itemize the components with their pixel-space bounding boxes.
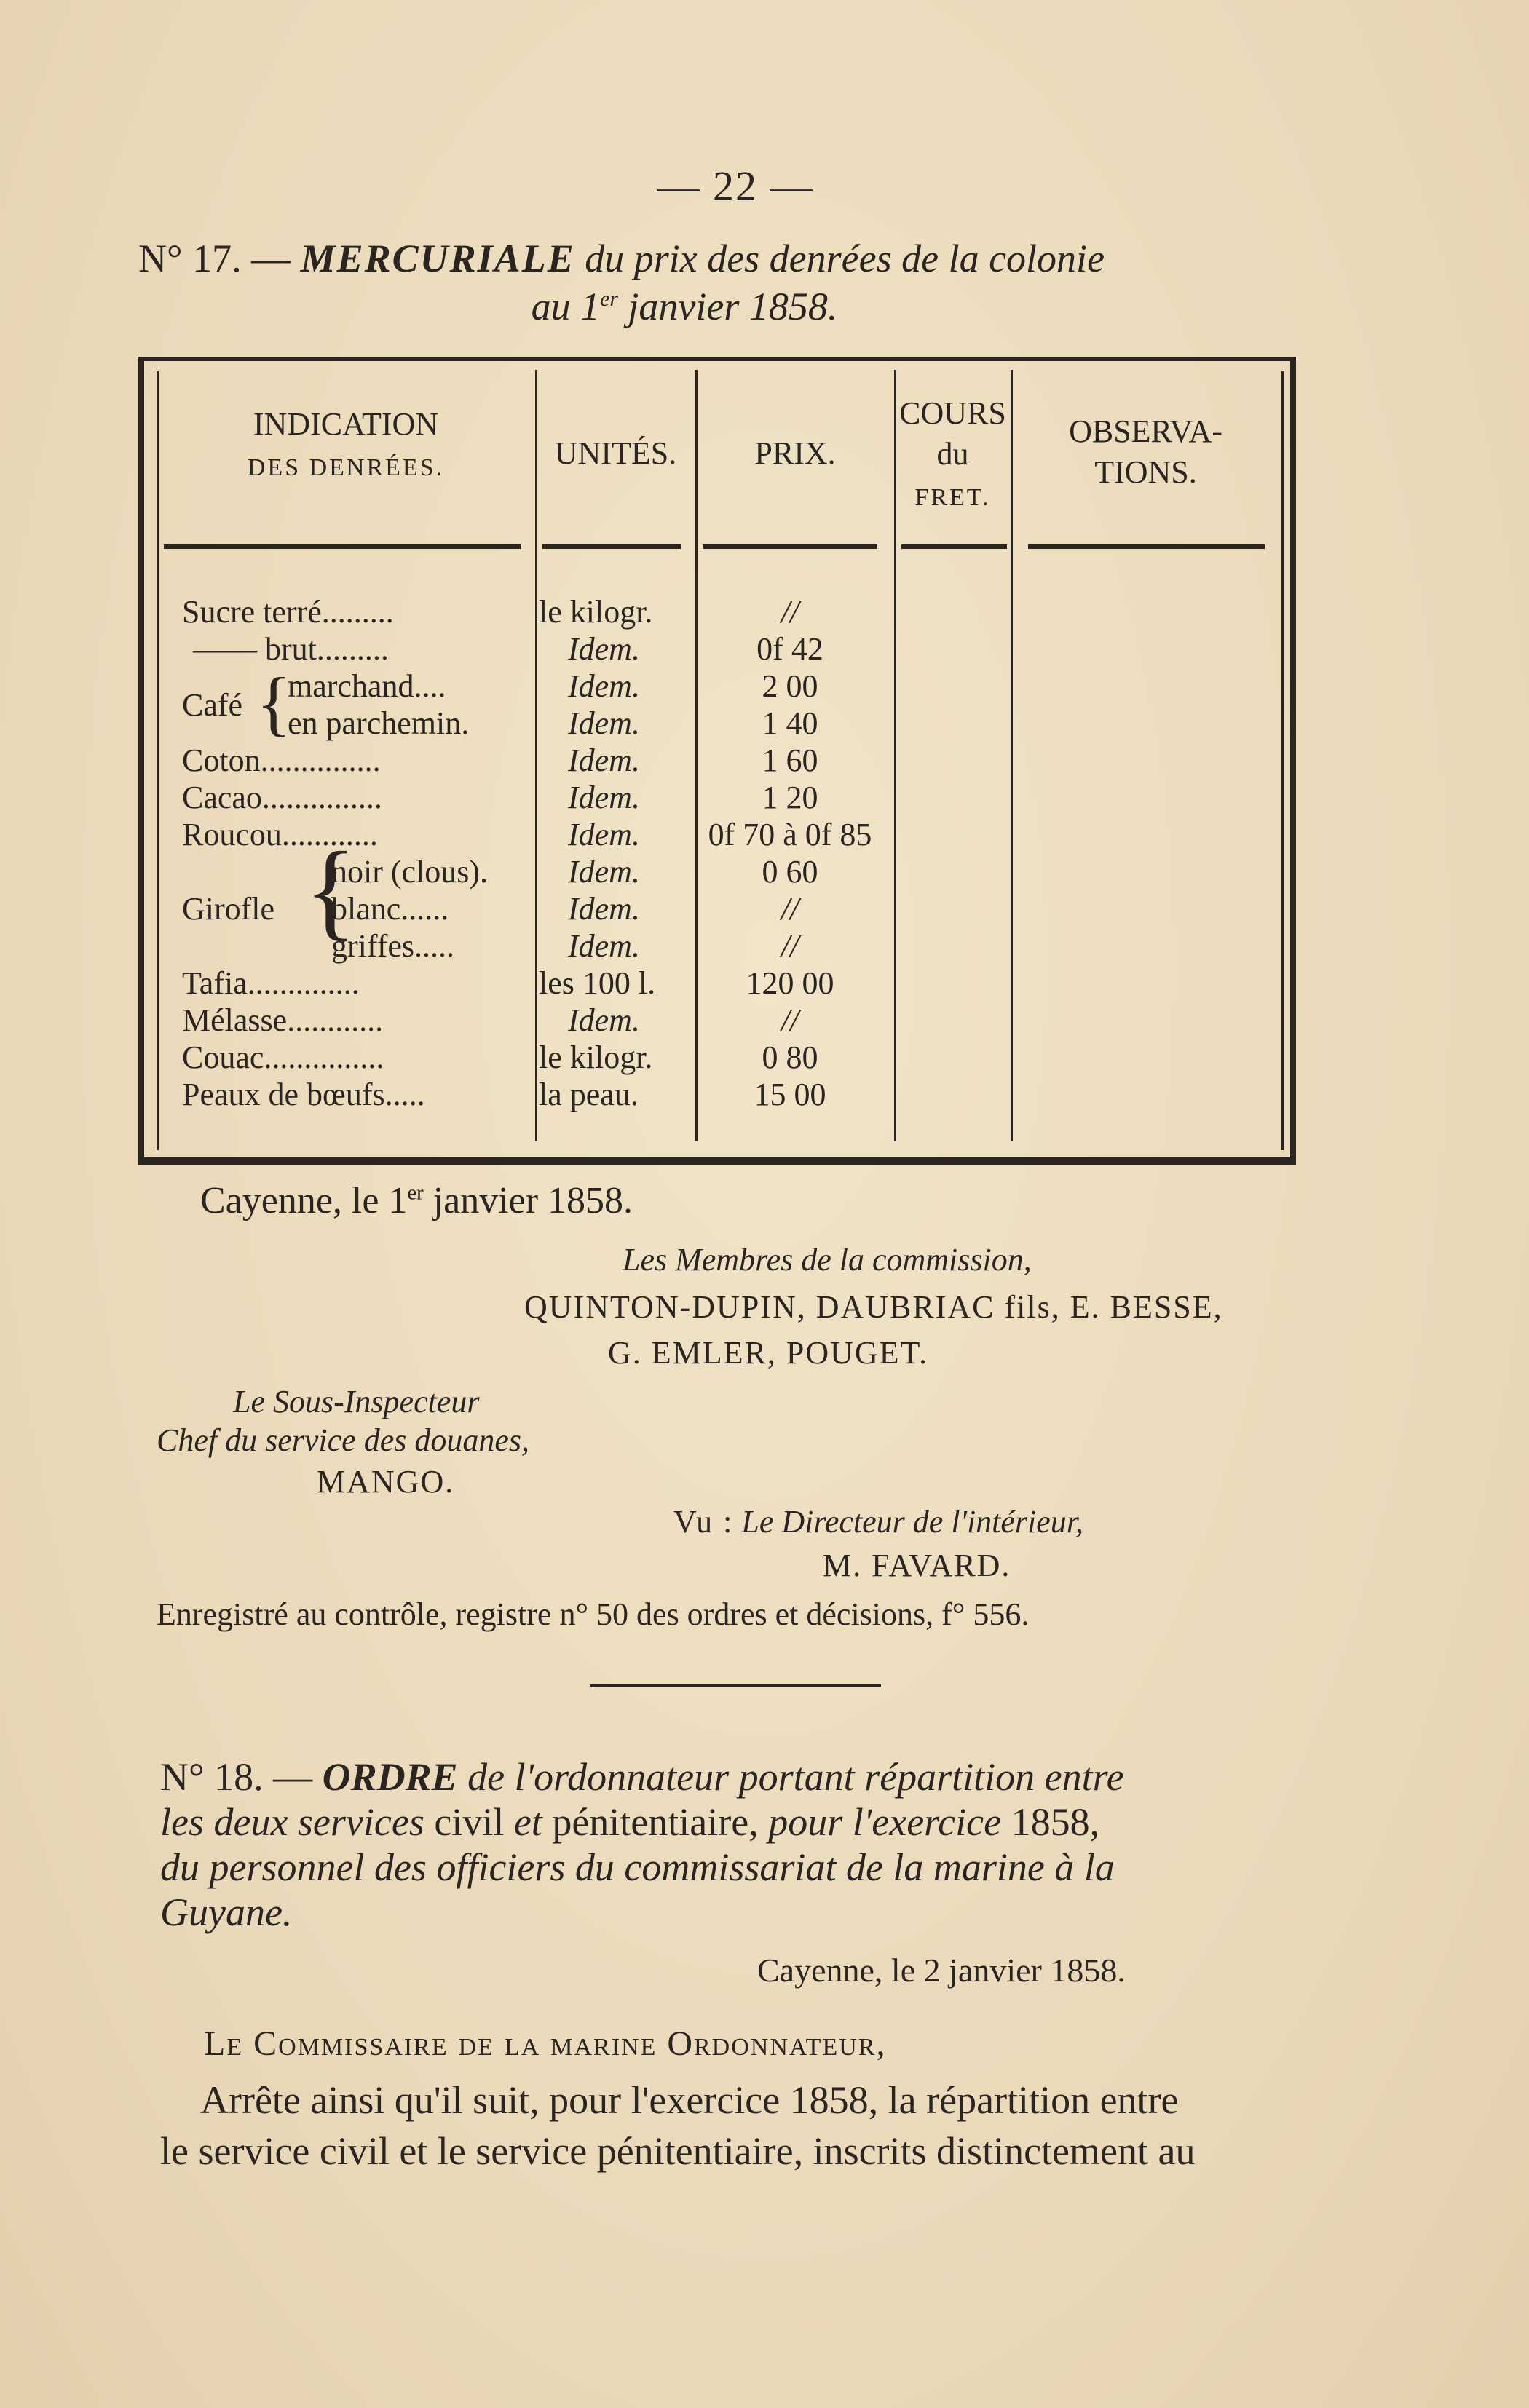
title-rest: du prix des denrées de la colonie [585,237,1105,280]
sous-inspecteur-2: Chef du service des douanes, [157,1422,529,1458]
row-name: Peaux de bœufs..... [182,1077,425,1112]
header-cours-3: FRET. [914,484,991,511]
header-indication-2: DES DENRÉES. [247,454,445,481]
row-name: Mélasse............ [182,1002,384,1038]
row-unit: le kilogr. [539,1039,653,1075]
order18-line3: du personnel des officiers du commissariat de la marine à la [160,1845,1115,1889]
row-name: griffes..... [331,928,455,964]
header-indication [167,404,524,488]
row-name: Coton............... [182,742,381,778]
row-prix: 1 60 [762,742,818,778]
row-name: Roucou............ [182,817,378,852]
order18-l2a: les deux services [160,1800,424,1844]
order18-line2 [160,1799,1325,1845]
section-17-title [138,234,1318,330]
title-date-sup: er [600,288,618,311]
row-name: Tafia.............. [182,965,360,1001]
header-obs-1: OBSERVA- [1069,413,1222,449]
sous-inspecteur-1: Le Sous-Inspecteur [233,1384,480,1419]
row-unit: les 100 l. [539,965,656,1001]
title-date-b: janvier 1858. [617,285,838,328]
vu-line [673,1503,1083,1540]
row-unit: Idem. [568,891,640,927]
sous-inspecteur-name: MANGO. [317,1464,455,1500]
header-rule [1028,544,1265,549]
row-prix: 0 60 [762,854,818,890]
members-names-2: G. EMLER, POUGET. [608,1335,929,1371]
row-prix: // [781,928,799,964]
order18-date: Cayenne, le 2 janvier 1858. [757,1952,1126,1989]
row-prix: 15 00 [754,1077,826,1112]
row-unit: Idem. [568,854,640,890]
row-prix: // [781,594,799,630]
row-unit: Idem. [568,928,640,964]
row-name: —— brut......... [193,631,389,667]
row-unit: Idem. [568,817,640,852]
row-name: Sucre terré......... [182,594,394,630]
title-keyword: MERCURIALE [300,237,575,280]
header-cours [896,393,1009,518]
row-prix: 0f 70 à 0f 85 [708,817,872,852]
row-name: Cacao............... [182,780,382,815]
enregistre-line: Enregistré au contrôle, registre n° 50 des ordres et décisions, f° 556. [157,1596,1030,1632]
section-18-title [160,1754,1325,1935]
header-obs-2: TIONS. [1094,454,1197,490]
vu-label: Vu : [673,1504,734,1540]
row-prix: 1 20 [762,780,818,815]
title-date-a: au 1 [531,285,601,328]
row-unit: Idem. [568,668,640,704]
order18-l2b: civil [434,1800,505,1844]
header-observations [1013,411,1279,493]
row-name: en parchemin. [288,705,470,741]
order18-number: N° 18. [160,1755,264,1799]
brace-icon: { [304,830,357,951]
order18-line4: Guyane. [160,1890,293,1934]
header-cours-1: COURS [899,395,1006,431]
row-prix: 2 00 [762,668,818,704]
order18-l2d: pénitentiaire, [552,1800,759,1844]
order18-dash: — [273,1755,313,1799]
place-date-sup: er [407,1181,424,1205]
order18-keyword: ORDRE [322,1755,458,1799]
row-name: blanc...... [331,891,449,927]
row-unit: Idem. [568,631,640,667]
header-cours-2: du [936,436,969,472]
row-prix: // [781,891,799,927]
members-names-1: QUINTON-DUPIN, DAUBRIAC fils, E. BESSE, [524,1289,1223,1325]
girofle-label: Girofle [182,891,275,927]
header-rule [164,544,521,549]
section-number: N° 17. [138,237,242,280]
table-body [0,593,1529,1139]
place-date-b: janvier 1858. [423,1180,633,1221]
header-rule [703,544,877,549]
row-prix: 0 80 [762,1039,818,1075]
brace-icon: { [256,662,291,743]
row-unit: Idem. [568,705,640,741]
row-prix: 1 40 [762,705,818,741]
members-label: Les Membres de la commission, [623,1242,1032,1278]
row-name: Couac............... [182,1039,384,1075]
title-dash: — [251,237,291,280]
row-unit: Idem. [568,742,640,778]
title-date-line [138,282,1318,330]
order18-l2e: pour l'exercice [768,1800,1002,1844]
director-name: M. FAVARD. [823,1548,1011,1583]
row-unit: la peau. [539,1077,639,1112]
row-unit: le kilogr. [539,594,653,630]
cafe-label: Café [182,687,243,723]
order18-body-2: le service civil et le service pénitentiaire, inscrits distinctement au [160,2129,1196,2173]
page-number: — 22 — [657,162,814,210]
vu-director: Le Directeur de l'intérieur, [741,1504,1084,1540]
order18-line1 [160,1754,1325,1799]
order18-line1-text: de l'ordonnateur portant répartition entre [467,1755,1124,1799]
row-unit: Idem. [568,1002,640,1038]
header-rule [901,544,1007,549]
header-unites: UNITÉS. [554,435,677,471]
header-prix: PRIX. [754,435,836,471]
order18-l2f: 1858, [1011,1800,1100,1844]
header-rule [542,544,681,549]
row-unit: Idem. [568,780,640,815]
row-prix: 120 00 [746,965,834,1001]
place-date [200,1179,633,1222]
row-prix: 0f 42 [756,631,823,667]
header-indication-1: INDICATION [253,406,439,442]
row-prix: // [781,1002,799,1038]
place-date-a: Cayenne, le 1 [200,1180,408,1221]
row-name: noir (clous). [331,854,489,890]
order18-l2c: et [513,1800,542,1844]
row-name: marchand.... [288,668,446,704]
section-separator [590,1684,881,1687]
order18-body-1: Arrête ainsi qu'il suit, pour l'exercice 1858, la répartition entre [200,2078,1179,2122]
order18-heading: Le Commissaire de la marine Ordonnateur, [204,2024,887,2063]
